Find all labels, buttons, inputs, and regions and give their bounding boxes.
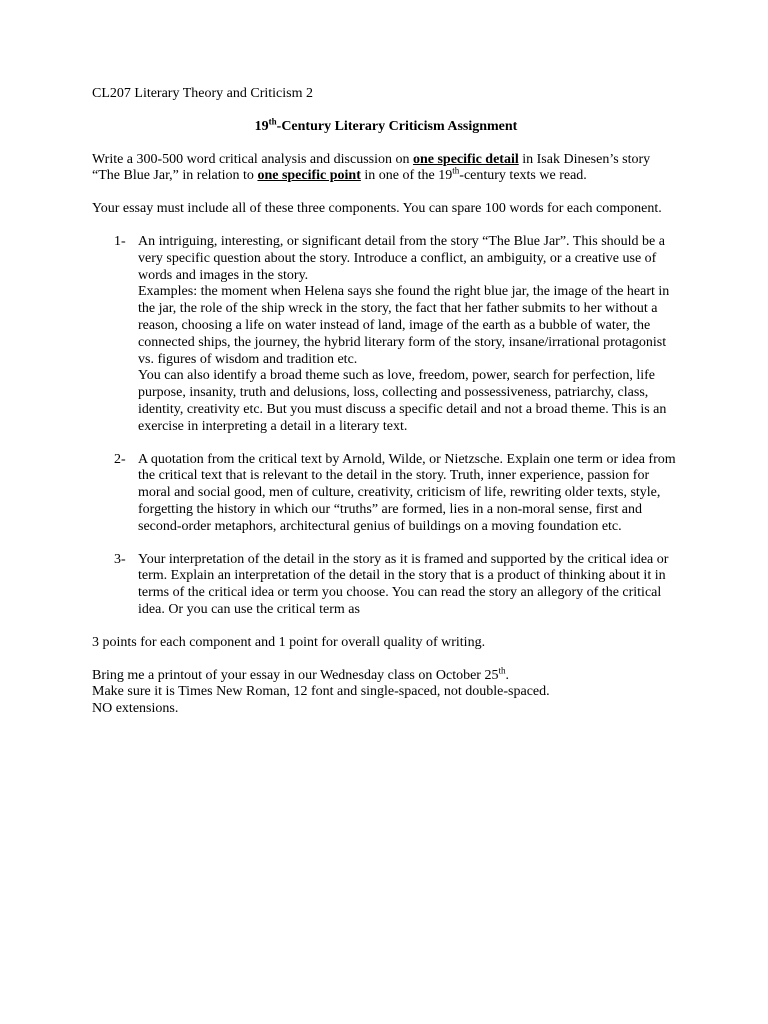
format-instruction: Make sure it is Times New Roman, 12 font and single-spaced, not double-spaced. <box>92 684 550 700</box>
list-item <box>92 552 680 619</box>
list-item <box>92 452 680 536</box>
emphasis-point: one specific point <box>257 168 361 184</box>
item-themes: You can also identify a broad theme such as love, freedom, power, search for perfection, life purpose, insanity, truth and delusions, loss, collecting and possessiveness, patriarchy, class, identity, creativity etc. But you must discuss a specific detail and not a broad theme. This is an exercise in interpreting a detail in a literary text. <box>138 368 667 434</box>
title-text: 19 <box>254 118 269 134</box>
item-text: A quotation from the critical text by Arnold, Wilde, or Nietzsche. Explain one term or idea from the critical text that is relevant to the detail in the story. Truth, inner experience, passion for moral and social good, men of culture, creativity, criticism of life, rewriting older texts, style, forgetting the history in which our “truths” are formed, lies in a non-moral sense, first and second-order metaphors, architectural genius of buildings on a moving foundation etc. <box>138 451 676 534</box>
due-date-text: Bring me a printout of your essay in our Wednesday class on October 25 <box>92 667 499 683</box>
item-examples: Examples: the moment when Helena says she found the right blue jar, the image of the heart in the jar, the role of the ship wreck in the story, the fact that her father submits to her without a reason, choosing a life on water instead of land, image of the earth as a bubble of water, the connected ships, the journey, the hybrid literary form of the story, insane/irrational protagonist vs. figures of wisdom and tradition etc. <box>138 284 670 367</box>
item-text: An intriguing, interesting, or significant detail from the story “The Blue Jar”. This should be a very specific question about the story. Introduce a conflict, an ambiguity, or a creative use of words and images in the story. <box>138 233 665 283</box>
closing-instructions <box>92 664 680 718</box>
intro-text: -century texts we read. <box>459 168 587 184</box>
course-line: CL207 Literary Theory and Criticism 2 <box>92 86 313 101</box>
item-number: 2- <box>114 451 126 467</box>
item-number: 1- <box>114 233 126 249</box>
intro-superscript: th <box>452 165 460 176</box>
due-date-superscript: th <box>498 664 506 675</box>
due-date-end: . <box>505 667 509 683</box>
intro-text: in one of the 19 <box>360 168 453 184</box>
emphasis-detail: one specific detail <box>412 151 519 167</box>
item-number: 3- <box>114 551 126 567</box>
item-text: Your interpretation of the detail in the story as it is framed and supported by the critical idea or term. Explain an interpretation of the detail in the story that is a product of thinking about it in terms of the critical idea or term you choose. You can read the story an allegory of the critical idea. Or you can use the critical term as <box>138 551 669 617</box>
components-intro: Your essay must include all of these three components. You can spare 100 words for each component. <box>92 201 662 217</box>
no-extensions-note: NO extensions. <box>92 701 179 717</box>
title-text-rest: -Century Literary Criticism Assignment <box>276 118 518 134</box>
grading-line: 3 points for each component and 1 point for overall quality of writing. <box>92 634 486 650</box>
list-item <box>92 234 680 436</box>
intro-text: Write a 300-500 word critical analysis and discussion on <box>92 151 413 167</box>
assignment-title <box>92 116 680 136</box>
component-list <box>92 234 680 619</box>
intro-text: in Isak Dinesen’s story “The Blue Jar,” in relation to <box>92 151 651 184</box>
intro-paragraph <box>92 152 680 186</box>
title-superscript: th <box>268 116 277 127</box>
